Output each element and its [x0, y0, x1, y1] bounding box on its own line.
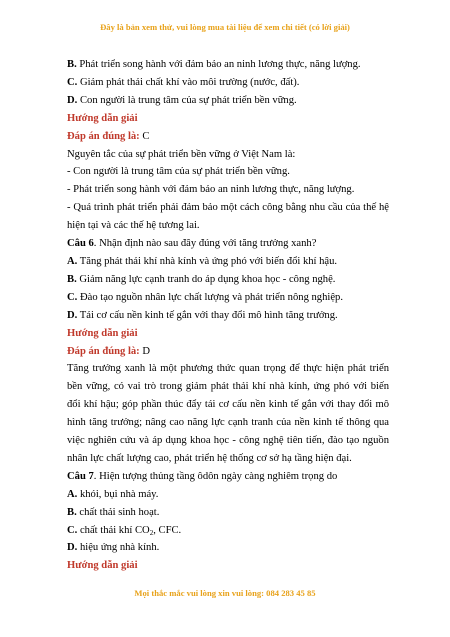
q5-explanation-intro: Nguyên tắc của sự phát triển bền vững ở Việt Nam là: — [67, 148, 296, 160]
q5-option-d: D. Con người là trung tâm của sự phát triển bền vững. — [67, 94, 297, 106]
q6-option-a: A. Tăng phát thải khí nhà kính và ứng phó với biến đổi khí hậu. — [67, 255, 338, 267]
q5-option-b: B. Phát triển song hành với đảm bảo an ninh lương thực, năng lượng. — [67, 59, 361, 70]
q6-guide-heading: Hướng dẫn giải — [67, 327, 138, 339]
q7-option-a: A. khói, bụi nhà máy. — [67, 488, 159, 500]
q7-option-d: D. hiệu ứng nhà kính. — [67, 542, 160, 554]
q5-guide-heading: Hướng dẫn giải — [67, 112, 138, 124]
q6-explanation: Tăng trưởng xanh là một phương thức quan trọng để thực hiện phát triển bền vững, có vai trò trong giảm phát thải khí nhà kính, ứng phó với biến đổi khí hậu; góp phần thúc đẩy tái cơ cấu nền kinh tế gắn với thay đổi mô hình tăng trưởng; nâng cao năng lực cạnh tranh của nền kinh tế thông qua việc nghiên cứu và áp dụng khoa học - công nghệ tiên tiến, đào tạo nguồn nhân lực chất lượng cao, phát triển hệ thống cơ sở hạ tầng hiện đại. — [67, 363, 389, 464]
q6-option-c: C. Đào tạo nguồn nhân lực chất lượng và phát triển nông nghiệp. — [67, 291, 343, 303]
q7-guide-heading: Hướng dẫn giải — [67, 560, 138, 572]
q5-option-c: C. Giảm phát thải chất khí vào môi trường (nước, đất). — [67, 76, 300, 88]
q5-explanation-1: - Con người là trung tâm của sự phát triển bền vững. — [67, 166, 290, 178]
q6-option-b: B. Giảm năng lực cạnh tranh do áp dụng khoa học - công nghệ. — [67, 273, 336, 285]
q7-question: Câu 7. Hiện tượng thủng tầng ôdôn ngày càng nghiêm trọng do — [67, 470, 338, 482]
q7-option-c: C. chất thải khí $CO_2$, CFC. — [67, 524, 182, 537]
q6-question: Câu 6. Nhận định nào sau đây đúng với tăng trưởng xanh? — [67, 238, 317, 250]
preview-banner: Đây là bản xem thử, vui lòng mua tài liệu để xem chi tiết (có lời giải) — [100, 22, 350, 32]
document-content — [67, 56, 389, 575]
contact-footer: Mọi thắc mắc vui lòng xin vui lòng: 084 283 45 85 — [134, 588, 316, 598]
q5-explanation-2: - Phát triển song hành với đảm bảo an ninh lương thực, năng lượng. — [67, 184, 355, 196]
q5-answer: Đáp án đúng là: C — [67, 130, 150, 142]
q7-option-b: B. chất thải sinh hoạt. — [67, 506, 160, 518]
co2-subscript: 2 — [149, 528, 154, 537]
q6-option-d: D. Tái cơ cấu nền kinh tế gắn với thay đổi mô hình tăng trưởng. — [67, 309, 338, 321]
q6-answer: Đáp án đúng là: D — [67, 345, 151, 357]
q5-explanation-3: - Quá trình phát triển phải đảm bảo một cách công bằng nhu cầu của thế hệ hiện tại và các thế hệ tương lai. — [67, 202, 389, 232]
